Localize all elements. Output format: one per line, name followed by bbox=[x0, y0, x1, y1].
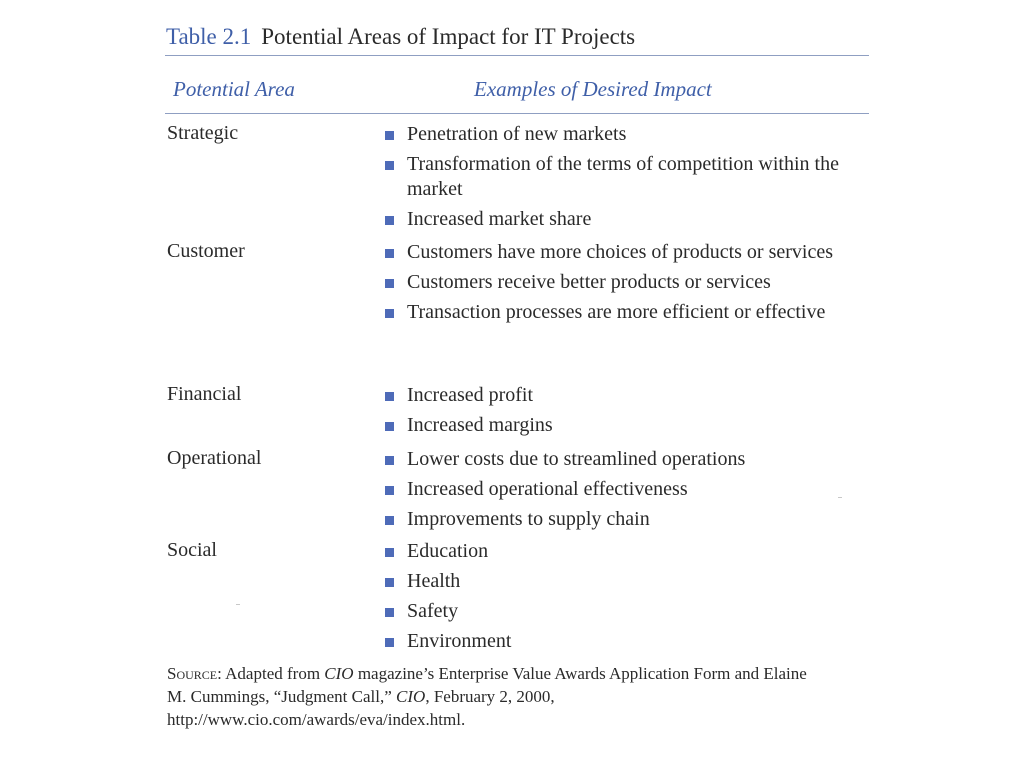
square-bullet-icon bbox=[385, 249, 394, 258]
impact-list bbox=[384, 383, 864, 443]
source-label: Source bbox=[167, 664, 218, 683]
table-title bbox=[166, 24, 635, 50]
impact-item bbox=[384, 300, 864, 325]
scan-speck bbox=[236, 604, 240, 605]
square-bullet-icon bbox=[385, 279, 394, 288]
source-cio-2: CIO bbox=[396, 687, 426, 706]
impact-text: Education bbox=[407, 540, 489, 562]
impact-text: Customers have more choices of products or services bbox=[407, 241, 833, 263]
title-rule bbox=[165, 55, 869, 56]
source-text-2: magazine’s Enterprise Value Awards Application Form and Elaine M. Cummings, “Judgment Call,” bbox=[167, 664, 807, 706]
impact-item bbox=[384, 569, 864, 594]
impact-text: Health bbox=[407, 570, 461, 592]
area-label: Customer bbox=[167, 240, 245, 262]
impact-item bbox=[384, 539, 864, 564]
impact-list bbox=[384, 122, 864, 237]
impact-text: Environment bbox=[407, 630, 512, 652]
area-label: Operational bbox=[167, 447, 262, 469]
impact-list bbox=[384, 447, 864, 537]
impact-item bbox=[384, 507, 864, 532]
square-bullet-icon bbox=[385, 422, 394, 431]
impact-list bbox=[384, 240, 864, 330]
source-cio-1: CIO bbox=[324, 664, 354, 683]
impact-text: Increased margins bbox=[407, 414, 553, 436]
impact-item bbox=[384, 477, 864, 502]
impact-item bbox=[384, 240, 864, 265]
area-label: Financial bbox=[167, 383, 242, 405]
source-note bbox=[167, 662, 827, 731]
source-text-3: , February 2, 2000, http://www.cio.com/awards/eva/index.html. bbox=[167, 687, 555, 729]
square-bullet-icon bbox=[385, 131, 394, 140]
square-bullet-icon bbox=[385, 216, 394, 225]
impact-text: Increased profit bbox=[407, 384, 534, 406]
impact-text: Transformation of the terms of competition within the market bbox=[407, 153, 839, 200]
impact-item bbox=[384, 413, 864, 438]
area-label: Strategic bbox=[167, 122, 239, 144]
impact-text: Increased market share bbox=[407, 208, 592, 230]
impact-text: Safety bbox=[407, 600, 459, 622]
column-header-impact: Examples of Desired Impact bbox=[474, 77, 712, 101]
table-title-text: Potential Areas of Impact for IT Projects bbox=[261, 24, 636, 49]
impact-item bbox=[384, 270, 864, 295]
square-bullet-icon bbox=[385, 548, 394, 557]
square-bullet-icon bbox=[385, 309, 394, 318]
impact-text: Penetration of new markets bbox=[407, 123, 627, 145]
table-label: Table 2.1 bbox=[166, 24, 252, 49]
impact-item bbox=[384, 207, 864, 232]
impact-item bbox=[384, 383, 864, 408]
impact-item bbox=[384, 599, 864, 624]
square-bullet-icon bbox=[385, 608, 394, 617]
impact-text: Transaction processes are more efficient or effective bbox=[407, 301, 826, 323]
impact-list bbox=[384, 539, 864, 659]
impact-text: Customers receive better products or services bbox=[407, 271, 771, 293]
impact-item bbox=[384, 629, 864, 654]
scan-speck bbox=[838, 497, 842, 498]
area-label: Social bbox=[167, 539, 217, 561]
impact-text: Improvements to supply chain bbox=[407, 508, 650, 530]
source-text-1: : Adapted from bbox=[217, 664, 325, 683]
square-bullet-icon bbox=[385, 578, 394, 587]
impact-text: Lower costs due to streamlined operations bbox=[407, 448, 746, 470]
square-bullet-icon bbox=[385, 486, 394, 495]
impact-item bbox=[384, 122, 864, 147]
square-bullet-icon bbox=[385, 161, 394, 170]
square-bullet-icon bbox=[385, 638, 394, 647]
header-rule bbox=[165, 113, 869, 114]
impact-text: Increased operational effectiveness bbox=[407, 478, 688, 500]
square-bullet-icon bbox=[385, 516, 394, 525]
square-bullet-icon bbox=[385, 392, 394, 401]
impact-item bbox=[384, 447, 864, 472]
impact-item bbox=[384, 152, 864, 202]
column-header-area: Potential Area bbox=[173, 77, 295, 101]
square-bullet-icon bbox=[385, 456, 394, 465]
